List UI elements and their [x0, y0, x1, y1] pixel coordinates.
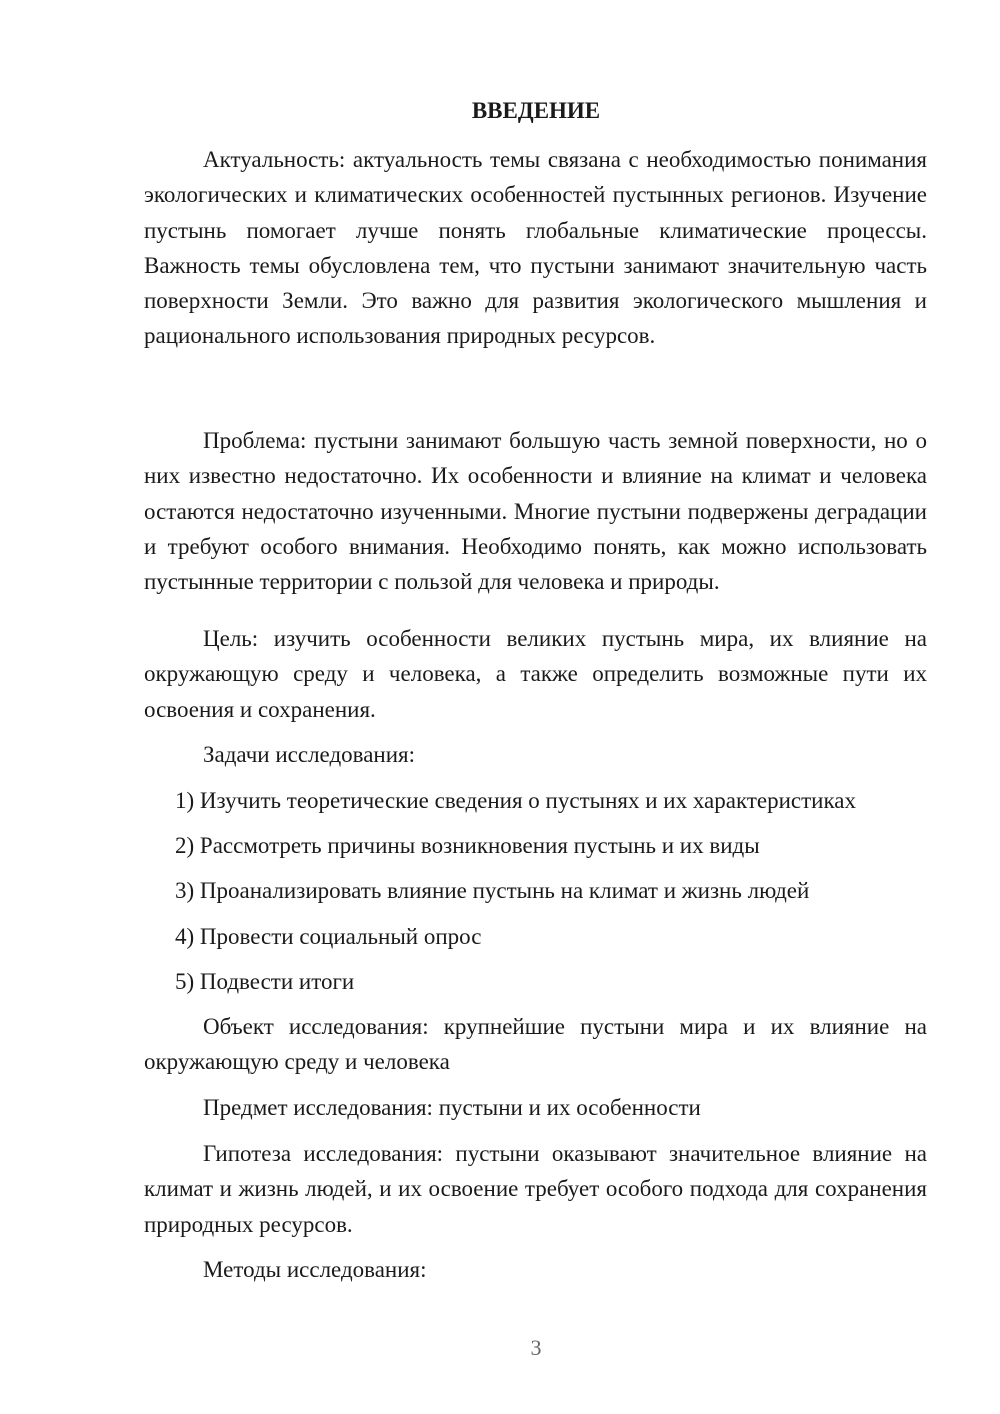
- problem-paragraph: Проблема: пустыни занимают большую часть земной поверхности, но о них известно недостаточно. Их особенности и влияние на климат и человека остаются недостаточно изученными. Многие пустыни подвержены деградации и требуют особого внимания. Необходимо понять, как можно использовать пустынные территории с пользой для человека и природы.: [144, 428, 927, 595]
- page-number: 3: [530, 1335, 542, 1360]
- task-item: 2) Рассмотреть причины возникновения пустынь и их виды: [175, 833, 760, 858]
- goal-paragraph: Цель: изучить особенности великих пустынь мира, их влияние на окружающую среду и человека, а также определить возможные пути их освоения и сохранения.: [144, 626, 927, 722]
- task-item: 3) Проанализировать влияние пустынь на климат и жизнь людей: [175, 878, 810, 903]
- object-paragraph: Объект исследования: крупнейшие пустыни мира и их влияние на окружающую среду и человека: [144, 1014, 927, 1075]
- methods-heading: Методы исследования:: [203, 1257, 427, 1282]
- tasks-heading: Задачи исследования:: [203, 742, 416, 767]
- page-title: ВВЕДЕНИЕ: [471, 98, 601, 123]
- hypothesis-paragraph: Гипотеза исследования: пустыни оказывают значительное влияние на климат и жизнь людей, и их освоение требует особого подхода для сохранения природных ресурсов.: [144, 1141, 927, 1237]
- task-item: 4) Провести социальный опрос: [175, 924, 482, 949]
- relevance-paragraph: Актуальность: актуальность темы связана с необходимостью понимания экологических и климатических особенностей пустынных регионов. Изучение пустынь помогает лучше понять глобальные климатические процессы. Важность темы обусловлена тем, что пустыни занимают значительную часть поверхности Земли. Это важно для развития экологического мышления и рационального использования природных ресурсов.: [144, 147, 927, 349]
- task-item: 1) Изучить теоретические сведения о пустынях и их характеристиках: [175, 788, 856, 813]
- task-item: 5) Подвести итоги: [175, 969, 355, 994]
- subject-line: Предмет исследования: пустыни и их особенности: [203, 1095, 701, 1120]
